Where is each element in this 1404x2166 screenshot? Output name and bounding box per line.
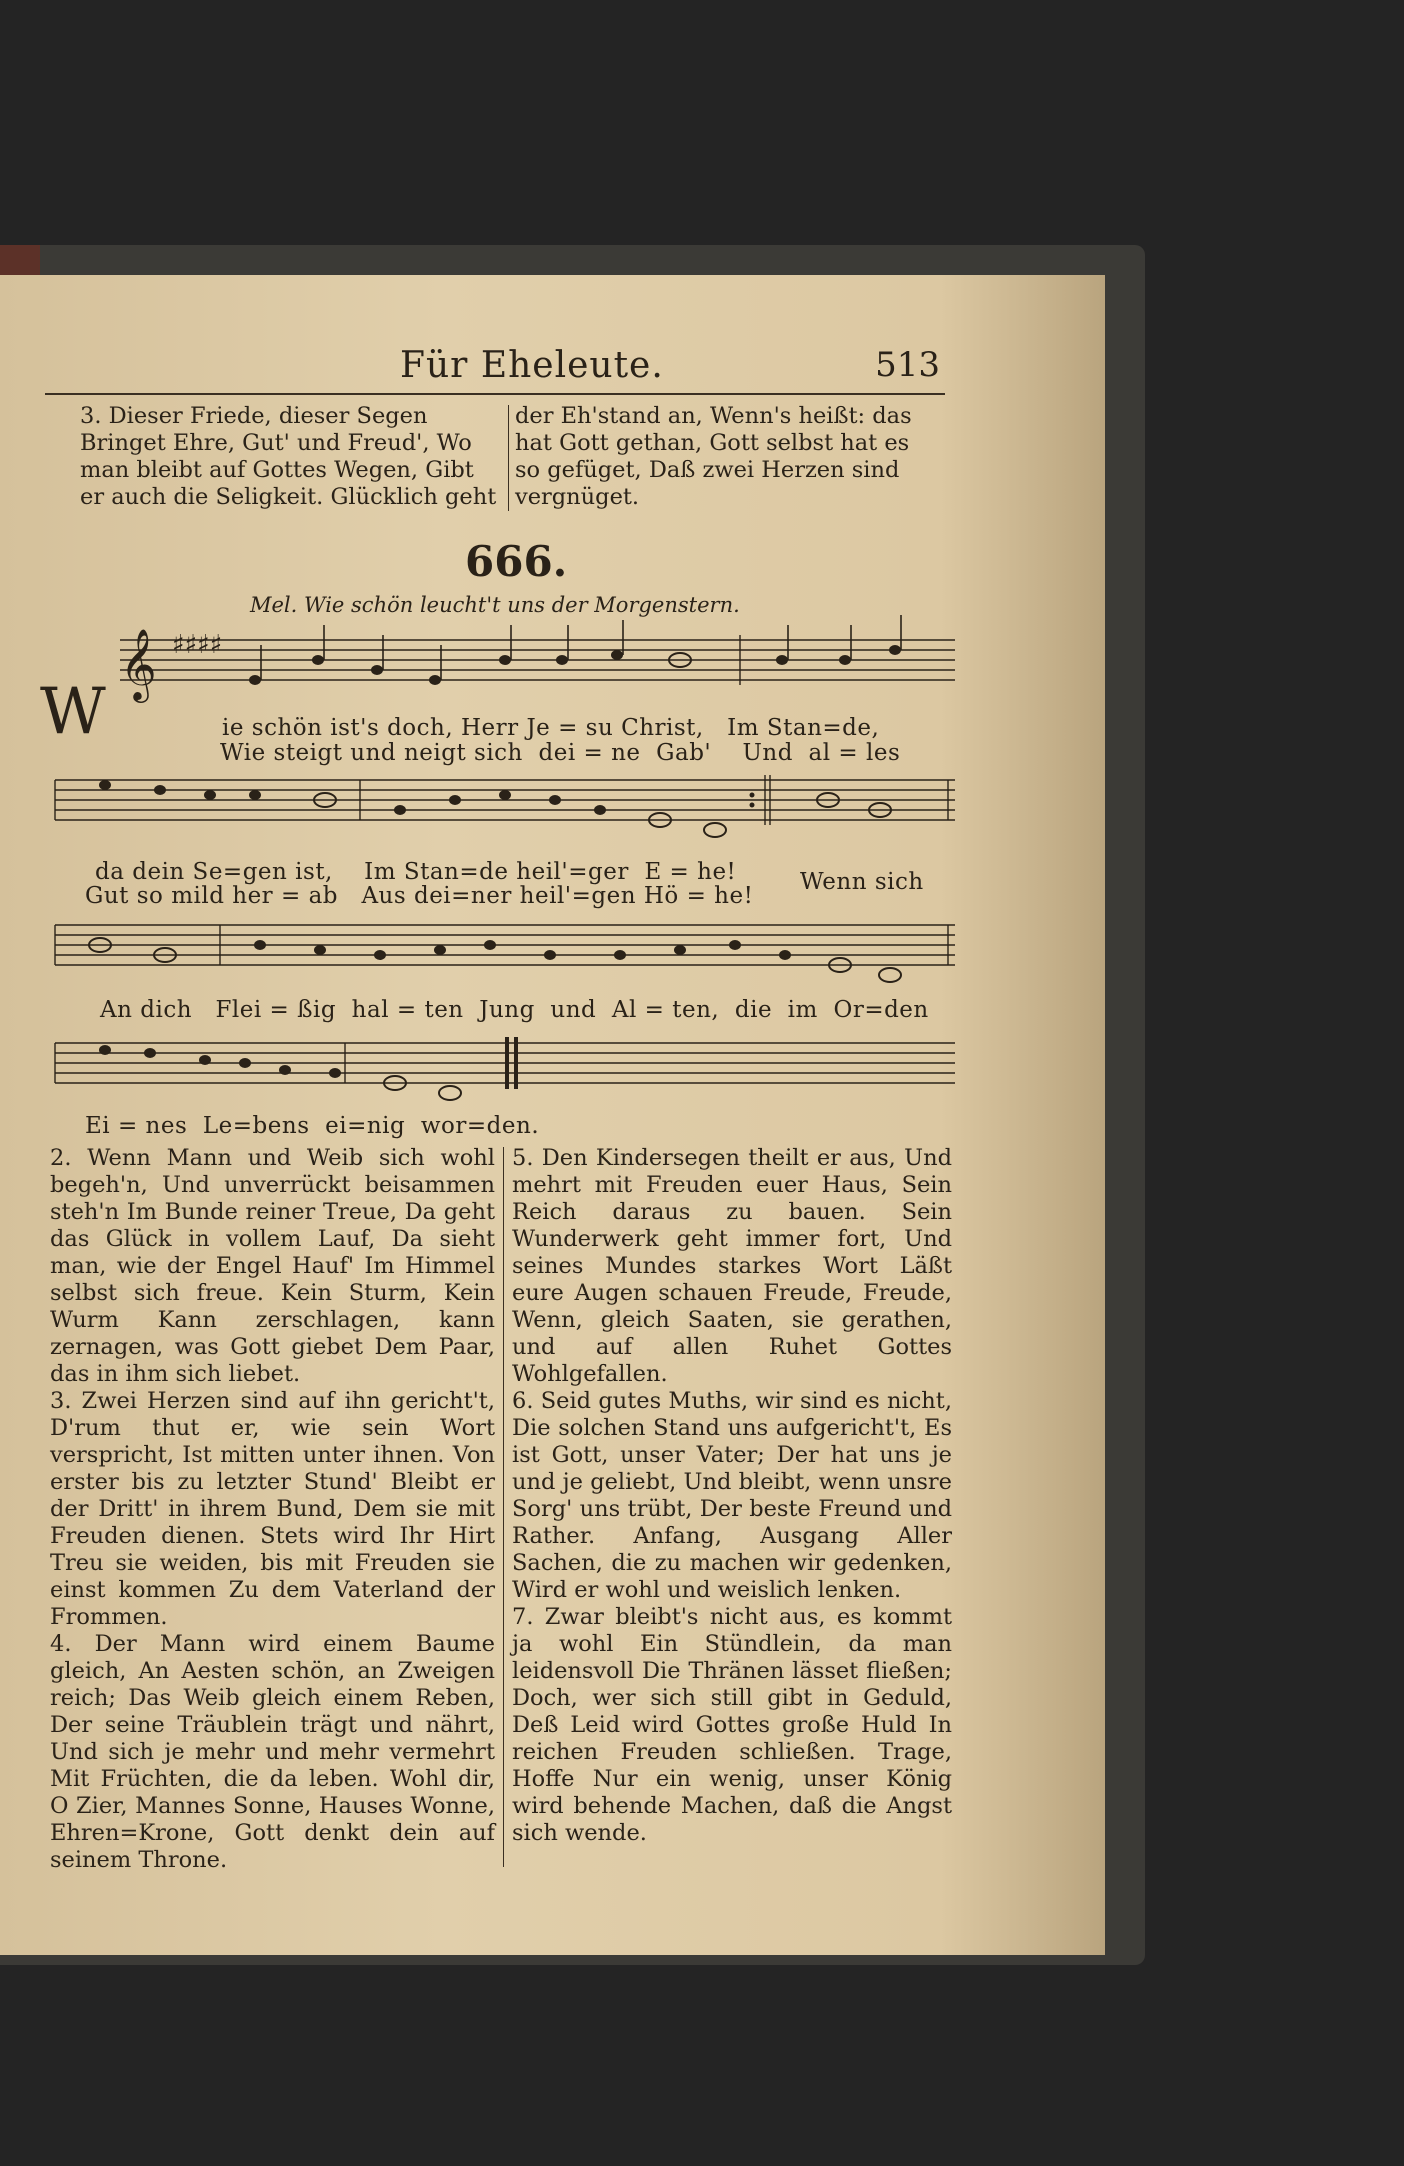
page-number: 513	[875, 345, 940, 385]
text-line: vergnüget.	[515, 484, 640, 510]
svg-text:𝄞: 𝄞	[120, 627, 157, 700]
text-line: er auch die Seligkeit. Glücklich geht	[80, 484, 497, 510]
verse: 4. Der Mann wird einem Baume gleich, An Aesten schön, an Zweigen reich; Das Weib gleich einem Reben, Der seine Träublein trägt und nährt, Und sich je mehr und mehr vermehrt Mit Früchten, die da leben. Wohl dir, O Zier, Mannes Sonne, Hauses Wonne, Ehren=Krone, Gott denkt dein auf seinem Throne.	[50, 1631, 495, 1873]
lyrics-line: Ei = nes Le=bens ei=nig wor=den.	[85, 1113, 540, 1139]
hymn-number: 666.	[465, 537, 568, 586]
verse: 6. Seid gutes Muths, wir sind es nicht, Die solchen Stand uns aufgericht't, Es ist Gott, unser Vater; Der hat uns je und je geliebt, Und bleibt, wenn unsre Sorg' uns trübt, Der beste Freund und Rather. Anfang, Ausgang Aller Sachen, die zu machen wir gedenken, Wird er wohl und weislich lenken.	[512, 1388, 952, 1603]
lyrics-line: ie schön ist's doch, Herr Je = su Christ, Im Stan=de,	[222, 715, 880, 741]
text-line: man bleibt auf Gottes Wegen, Gibt	[80, 457, 474, 483]
verses-left-column	[50, 1145, 495, 1874]
book-page	[0, 275, 1105, 1955]
drop-initial: W	[40, 675, 107, 749]
lyrics-line: Gut so mild her = ab Aus dei=ner heil'=gen Hö = he!	[85, 883, 754, 909]
lyrics-line: Wie steigt und neigt sich dei = ne Gab' Und al = les	[220, 740, 901, 766]
verses-right-column	[512, 1145, 952, 1847]
lyrics-line: Wenn sich	[800, 869, 924, 895]
running-title: Für Eheleute.	[400, 345, 664, 386]
melody-reference: Mel. Wie schön leucht't uns der Morgenstern.	[250, 593, 740, 617]
text-line: hat Gott gethan, Gott selbst hat es	[515, 430, 910, 456]
verse: 7. Zwar bleibt's nicht aus, es kommt ja wohl Ein Stündlein, da man leidensvoll Die Thränen lässet fließen; Doch, wer sich still gibt in Geduld, Deß Leid wird Gottes große Huld In reichen Freuden schließen. Trage, Hoffe Nur ein wenig, unser König wird behende Machen, daß die Angst sich wende.	[512, 1604, 952, 1846]
lyrics-line: An dich Flei = ßig hal = ten Jung und Al = ten, die im Or=den	[100, 997, 929, 1023]
svg-text:♯♯♯♯: ♯♯♯♯	[172, 630, 223, 660]
verse: 3. Zwei Herzen sind auf ihn gericht't, D'rum thut er, wie sein Wort verspricht, Ist mitten unter ihnen. Von erster bis zu letzter Stund' Bleibt er der Dritt' in ihrem Bund, Dem sie mit Freuden dienen. Stets wird Ihr Hirt Treu sie weiden, bis mit Freuden sie einst kommen Zu dem Vaterland der Frommen.	[50, 1388, 495, 1630]
lyrics-line: da dein Se=gen ist, Im Stan=de heil'=ger E = he!	[95, 859, 737, 885]
verse: 2. Wenn Mann und Weib sich wohl begeh'n, Und unverrückt beisammen steh'n Im Bunde reiner Treue, Da geht das Glück in vollem Lauf, Da sieht man, wie der Engel Hauf' Im Himmel selbst sich freue. Kein Sturm, Kein Wurm Kann zerschlagen, kann zernagen, was Gott giebet Dem Paar, das in ihm sich liebet.	[50, 1145, 495, 1387]
text-line: 3. Dieser Friede, dieser Segen	[80, 403, 428, 429]
text-line: der Eh'stand an, Wenn's heißt: das	[515, 403, 912, 429]
verse: 5. Den Kindersegen theilt er aus, Und mehrt mit Freuden euer Haus, Sein Reich daraus zu bauen. Sein Wunderwerk geht immer fort, Und seines Mundes starkes Wort Läßt eure Augen schauen Freude, Freude, Wenn, gleich Saaten, sie gerathen, und auf allen Ruhet Gottes Wohlgefallen.	[512, 1145, 952, 1387]
text-line: Bringet Ehre, Gut' und Freud', Wo	[80, 430, 472, 456]
column-divider	[503, 1147, 504, 1867]
text-line: so gefüget, Daß zwei Herzen sind	[515, 457, 900, 483]
